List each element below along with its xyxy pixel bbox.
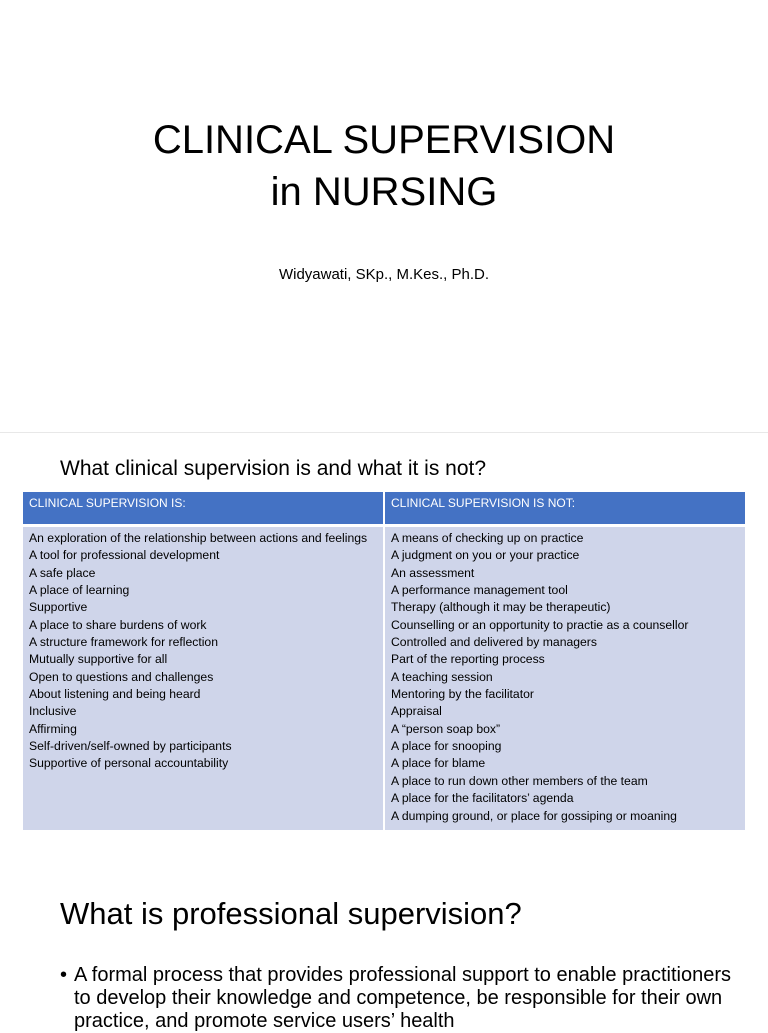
title-line-2: in NURSING xyxy=(270,170,498,214)
title-slide xyxy=(0,0,768,432)
is-not-list-item: Counselling or an opportunity to practie as a counsellor xyxy=(391,617,689,632)
table-header-row xyxy=(23,492,745,526)
header-is-not: CLINICAL SUPERVISION IS NOT: xyxy=(384,492,745,526)
is-not-list-item: A dumping ground, or place for gossiping or moaning xyxy=(391,808,677,823)
is-not-list-item: A place to run down other members of the team xyxy=(391,773,648,788)
comparison-heading: What clinical supervision is and what it is not? xyxy=(60,457,487,480)
is-not-list-item: A place for blame xyxy=(391,756,486,771)
is-not-list-item: A place for snooping xyxy=(391,739,502,754)
is-not-list-item: Part of the reporting process xyxy=(391,652,545,667)
is-not-list-item: Controlled and delivered by managers xyxy=(391,635,597,650)
bullet-text: A formal process that provides professional support to enable practitioners to develop their knowledge and competence, be responsible for their own practice, and promote service users’ health xyxy=(74,964,732,1032)
is-not-list-item: A judgment on you or your practice xyxy=(391,548,580,563)
slide-divider xyxy=(0,432,768,433)
bullet-point xyxy=(60,964,734,1033)
presentation-title xyxy=(0,114,768,218)
is-not-list-item: A performance management tool xyxy=(391,583,568,598)
is-list-item: Open to questions and challenges xyxy=(29,669,214,684)
bullet-icon: • xyxy=(60,964,68,986)
is-list-item: Affirming xyxy=(29,721,77,736)
is-not-list-item: A place for the facilitators’ agenda xyxy=(391,791,574,806)
author-name: Widyawati, SKp., M.Kes., Ph.D. xyxy=(278,266,490,283)
is-not-list-item: A teaching session xyxy=(391,669,493,684)
is-list-item: A safe place xyxy=(29,565,96,580)
is-not-list-item: A “person soap box” xyxy=(391,721,501,736)
is-list-item: A structure framework for reflection xyxy=(29,635,218,650)
is-list-item: About listening and being heard xyxy=(29,687,201,702)
is-list-item: A place of learning xyxy=(29,583,130,598)
is-not-column xyxy=(384,526,745,831)
title-line-1: CLINICAL SUPERVISION xyxy=(152,118,616,162)
is-not-list-item: An assessment xyxy=(391,565,475,580)
professional-supervision-heading: What is professional supervision? xyxy=(60,896,522,931)
is-list-item: A tool for professional development xyxy=(29,548,220,563)
is-list-item: Supportive of personal accountability xyxy=(29,756,229,771)
is-list-item: Self-driven/self-owned by participants xyxy=(29,739,232,754)
is-not-list-item: Mentoring by the facilitator xyxy=(391,687,534,702)
is-list-item: An exploration of the relationship between actions and feelings xyxy=(29,531,368,545)
header-is: CLINICAL SUPERVISION IS: xyxy=(23,492,384,526)
is-column xyxy=(23,526,384,831)
comparison-table xyxy=(23,492,745,830)
is-list-item: Mutually supportive for all xyxy=(29,652,168,667)
is-not-list-item: Appraisal xyxy=(391,704,442,719)
is-list-item: A place to share burdens of work xyxy=(29,617,207,632)
table-row xyxy=(23,526,745,831)
is-list-item: Supportive xyxy=(29,600,88,615)
is-list-item: Inclusive xyxy=(29,704,77,719)
is-not-list-item: A means of checking up on practice xyxy=(391,531,584,545)
is-not-list-item: Therapy (although it may be therapeutic) xyxy=(391,600,611,615)
